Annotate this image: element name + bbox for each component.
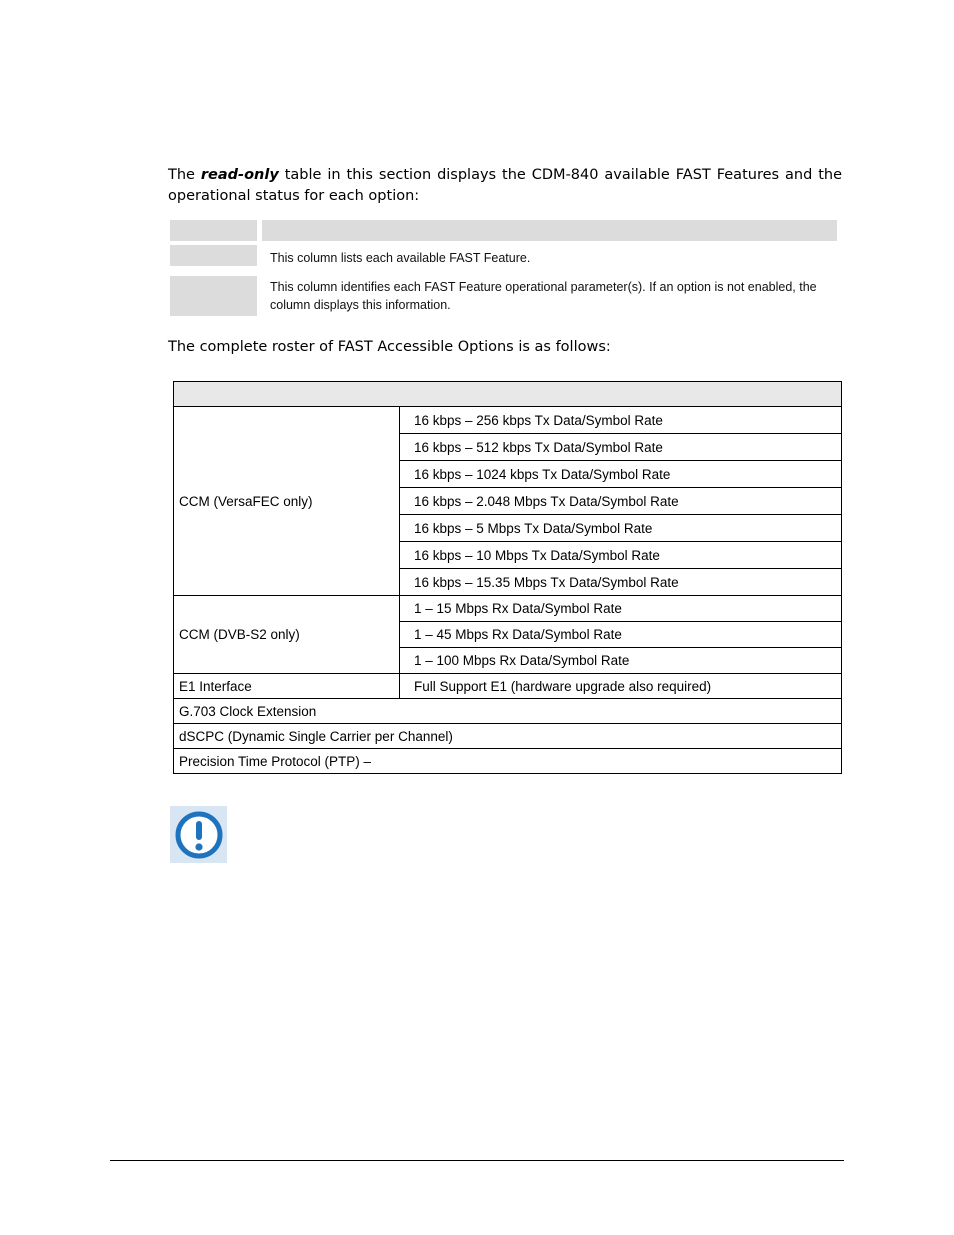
intro-suffix: table in this section displays the CDM-840 available FAST Features and the operational status for each option: <box>168 166 843 204</box>
parameter-cell: Full Support E1 (hardware upgrade also required) <box>400 674 842 699</box>
feature-cell: E1 Interface <box>174 674 400 699</box>
parameter-cell: 1 – 100 Mbps Rx Data/Symbol Rate <box>400 648 842 674</box>
row-description: This column identifies each FAST Feature operational parameter(s). If an option is not enabled, the column displays this information. <box>270 280 817 312</box>
options-header-cell <box>174 382 842 407</box>
parameter-cell: 16 kbps – 1024 kbps Tx Data/Symbol Rate <box>400 461 842 488</box>
row-label-cell <box>170 276 257 316</box>
table-row <box>174 699 842 724</box>
feature-cell: G.703 Clock Extension <box>174 699 842 724</box>
feature-cell: CCM (VersaFEC only) <box>174 407 400 596</box>
intro-prefix: The <box>168 166 201 183</box>
parameter-cell: 16 kbps – 512 kbps Tx Data/Symbol Rate <box>400 434 842 461</box>
roster-intro: The complete roster of FAST Accessible Options is as follows: <box>168 339 611 355</box>
parameter-cell: 16 kbps – 256 kbps Tx Data/Symbol Rate <box>400 407 842 434</box>
parameter-cell: 1 – 45 Mbps Rx Data/Symbol Rate <box>400 622 842 648</box>
exclamation-circle-icon <box>170 806 227 863</box>
feature-cell: Precision Time Protocol (PTP) – <box>174 749 842 774</box>
parameter-cell: 16 kbps – 15.35 Mbps Tx Data/Symbol Rate <box>400 569 842 596</box>
column-description-table <box>170 220 837 320</box>
row-label-cell <box>170 245 257 266</box>
column-table-header <box>170 220 837 241</box>
row-description: This column lists each available FAST Feature. <box>270 251 531 265</box>
parameter-cell: 16 kbps – 10 Mbps Tx Data/Symbol Rate <box>400 542 842 569</box>
table-row <box>174 749 842 774</box>
table-row <box>174 724 842 749</box>
column-table-row <box>170 245 837 272</box>
intro-paragraph <box>168 165 842 207</box>
table-row <box>174 596 842 622</box>
intro-emphasis: read-only <box>200 166 279 183</box>
feature-cell: CCM (DVB-S2 only) <box>174 596 400 674</box>
header-cell-label <box>170 220 257 241</box>
header-cell-description <box>262 220 837 241</box>
parameter-cell: 1 – 15 Mbps Rx Data/Symbol Rate <box>400 596 842 622</box>
feature-cell: dSCPC (Dynamic Single Carrier per Channel) <box>174 724 842 749</box>
table-row <box>174 407 842 434</box>
table-row <box>174 674 842 699</box>
options-table-header <box>174 382 842 407</box>
fast-options-table <box>173 381 842 774</box>
parameter-cell: 16 kbps – 5 Mbps Tx Data/Symbol Rate <box>400 515 842 542</box>
parameter-cell: 16 kbps – 2.048 Mbps Tx Data/Symbol Rate <box>400 488 842 515</box>
column-table-row <box>170 276 837 316</box>
footer-rule <box>110 1160 844 1161</box>
